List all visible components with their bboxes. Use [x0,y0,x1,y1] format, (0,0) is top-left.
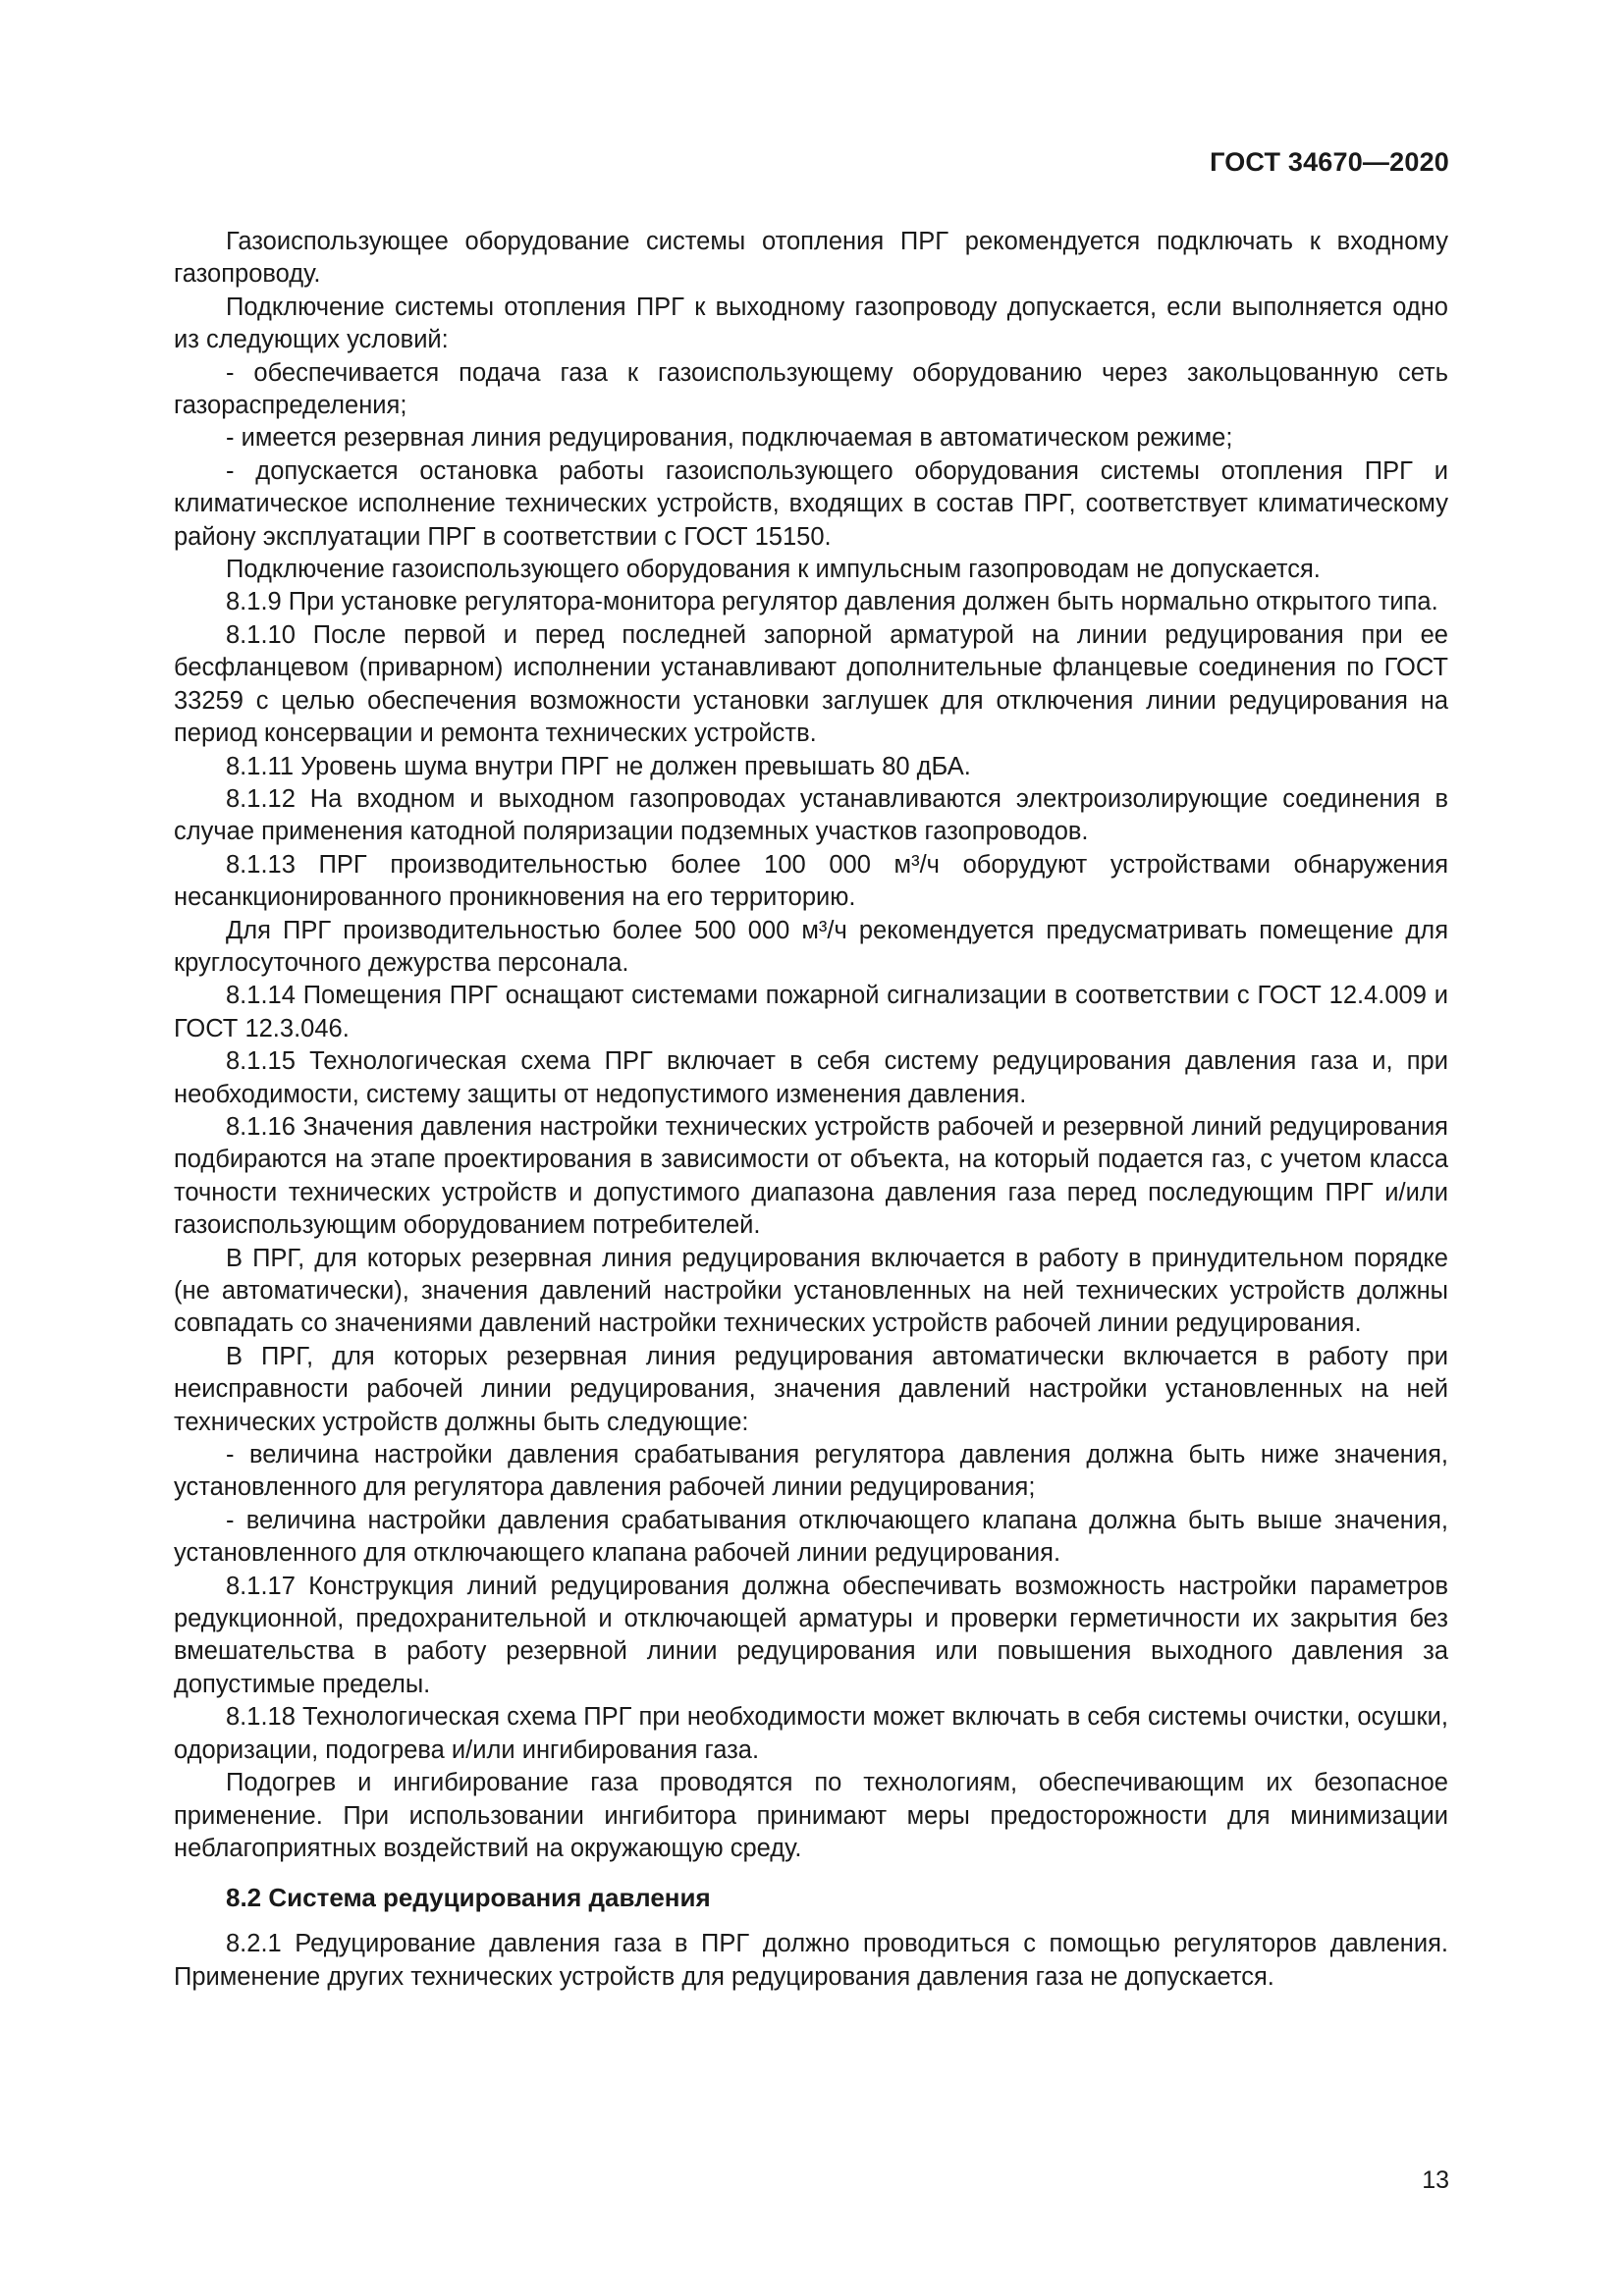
clause-8-1-10: 8.1.10 После первой и перед последней запорной арматурой на линии редуцирования при ее бесфланцевом (приварном) исполнении устанавливают дополнительные фланцевые соединения по ГОСТ 33259 с целью обеспечения возможности установки заглушек для отключения линии редуцирования на период консервации и ремонта технических устройств. [174,620,1448,748]
paragraph: Подогрев и ингибирование газа проводятся по технологиям, обеспечивающим их безопасное применение. При использовании ингибитора принимают меры предосторожности для минимизации неблагоприятных воздействий на окружающую среду. [174,1769,1448,1862]
list-item: - величина настройки давления срабатывания отключающего клапана должна быть выше значения, установленного для отключающего клапана рабочей линии редуцирования. [174,1506,1448,1568]
clause-8-1-9: 8.1.9 При установке регулятора-монитора регулятор давления должен быть нормально открытого типа. [226,588,1438,616]
section-heading: 8.2 Система редуцирования давления [226,1883,711,1913]
document-body [174,226,1448,1994]
list-item: - обеспечивается подача газа к газоиспользующему оборудованию через закольцованную сеть газораспределения; [174,358,1448,420]
page-number: 13 [1422,2166,1449,2194]
paragraph: Газоиспользующее оборудование системы отопления ПРГ рекомендуется подключать к входному газопроводу. [174,228,1448,289]
clause-8-1-15: 8.1.15 Технологическая схема ПРГ включает в себя систему редуцирования давления газа и, при необходимости, систему защиты от недопустимого изменения давления. [174,1047,1448,1108]
clause-8-1-17: 8.1.17 Конструкция линий редуцирования должна обеспечивать возможность настройки параметров редукционной, предохранительной и отключающей арматуры и проверки герметичности их закрытия без вмешательства в работу резервной линии редуцирования или повышения выходного давления за допустимые пределы. [174,1572,1448,1698]
paragraph: Подключение системы отопления ПРГ к выходному газопроводу допускается, если выполняется одно из следующих условий: [174,293,1448,354]
clause-8-1-16: 8.1.16 Значения давления настройки технических устройств рабочей и резервной линий редуцирования подбираются на этапе проектирования в зависимости от объекта, на который подается газ, с учетом класса точности технических устройств и допустимого диапазона давления газа перед последующим ПРГ и/или газоиспользующим оборудованием потребителей. [174,1112,1448,1240]
clause-8-1-12: 8.1.12 На входном и выходном газопроводах устанавливаются электроизолирующие соединения в случае применения катодной поляризации подземных участков газопроводов. [174,784,1448,846]
clause-8-1-13: 8.1.13 ПРГ производительностью более 100 000 м³/ч оборудуют устройствами обнаружения несанкционированного проникновения на его территорию. [174,850,1448,912]
list-item: - имеется резервная линия редуцирования, подключаемая в автоматическом режиме; [226,424,1233,453]
paragraph: Подключение газоиспользующего оборудования к импульсным газопроводам не допускается. [226,556,1321,584]
paragraph: Для ПРГ производительностью более 500 000 м³/ч рекомендуется предусматривать помещение для круглосуточного дежурства персонала. [174,916,1448,977]
clause-8-2-1: 8.2.1 Редуцирование давления газа в ПРГ должно проводиться с помощью регуляторов давления. Применение других технических устройств для редуцирования давления газа не допускается. [174,1930,1448,1991]
list-item: - величина настройки давления срабатывания регулятора давления должна быть ниже значения, установленного для регулятора давления рабочей линии редуцирования; [174,1441,1448,1502]
clause-8-1-11: 8.1.11 Уровень шума внутри ПРГ не должен превышать 80 дБА. [226,752,971,780]
clause-8-1-18: 8.1.18 Технологическая схема ПРГ при необходимости может включать в себя системы очистки, осушки, одоризации, подогрева и/или ингибирования газа. [174,1703,1448,1764]
document-header-id: ГОСТ 34670—2020 [1210,147,1449,177]
paragraph: В ПРГ, для которых резервная линия редуцирования включается в работу в принудительном порядке (не автоматически), значения давлений настройки установленных на ней технических устройств должны совпадать со значениями давлений настройки технических устройств рабочей линии редуцирования. [174,1244,1448,1338]
list-item: - допускается остановка работы газоиспользующего оборудования системы отопления ПРГ и климатическое исполнение технических устройств, входящих в состав ПРГ, соответствует климатическому району эксплуатации ПРГ в соответствии с ГОСТ 15150. [174,456,1448,551]
paragraph: В ПРГ, для которых резервная линия редуцирования автоматически включается в работу при неисправности рабочей линии редуцирования, значения давлений настройки установленных на ней технических устройств должны быть следующие: [174,1342,1448,1436]
clause-8-1-14: 8.1.14 Помещения ПРГ оснащают системами пожарной сигнализации в соответствии с ГОСТ 12.4.009 и ГОСТ 12.3.046. [174,982,1448,1042]
